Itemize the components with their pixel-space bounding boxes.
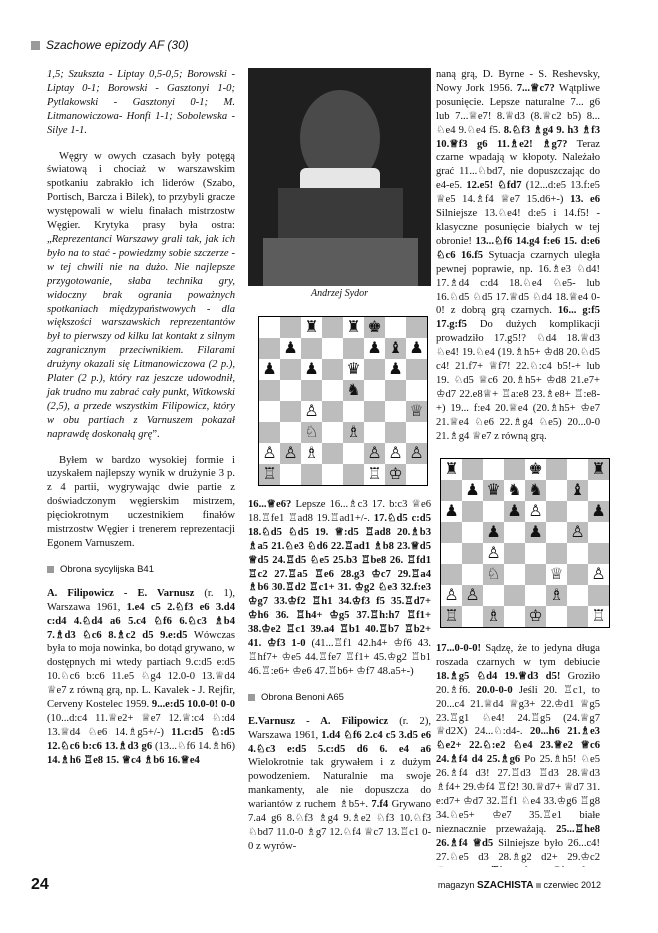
board-square: ♞ bbox=[504, 480, 525, 501]
board-square bbox=[406, 317, 427, 338]
header-square-icon bbox=[31, 41, 40, 50]
board-square: ♙ bbox=[385, 443, 406, 464]
board-square bbox=[322, 401, 343, 422]
board-square: ♙ bbox=[301, 401, 322, 422]
chess-diagram-2 bbox=[440, 458, 610, 628]
board-square bbox=[504, 522, 525, 543]
board-square: ♔ bbox=[385, 464, 406, 485]
board-square: ♙ bbox=[567, 522, 588, 543]
opening-label-2: Obrona Benoni A65 bbox=[248, 691, 431, 705]
label-square-icon bbox=[248, 694, 255, 701]
board-square bbox=[259, 317, 280, 338]
board-square bbox=[385, 401, 406, 422]
board-square bbox=[462, 522, 483, 543]
board-square bbox=[504, 459, 525, 480]
board-square: ♟ bbox=[441, 501, 462, 522]
board-square bbox=[406, 464, 427, 485]
board-square: ♖ bbox=[259, 464, 280, 485]
board-square bbox=[364, 380, 385, 401]
board-square bbox=[364, 422, 385, 443]
board-square: ♝ bbox=[567, 480, 588, 501]
board-square bbox=[280, 317, 301, 338]
board-square: ♕ bbox=[546, 564, 567, 585]
board-square bbox=[259, 401, 280, 422]
board-square: ♙ bbox=[525, 501, 546, 522]
press-paragraph: Węgry w owych czasach były potęgą światową i chociaż w warszawskim spotkaniu zabrakło ich liderów (Szabo, Portisch, Barcza i Bilek), to przybyli gracze występowali w wielu finałach mistrzostw Węgier. Krytyka prasy była ostra: „Reprezentanci Warszawy grali tak, jak ich było na to stać - powiedzmy sobie szczerze - w tej chwili nie na dużo. Nie najlepsze przygotowanie, słaba technika gry, widoczny brak ograniа poważnych spotkaniach międzypaństwowych - dla większości warszawskich reprezentantów był to pierwszy od kilku lat kontakt z silnym zagranicznym przeciwnikiem. Filarami drużyny okazali się Litmanowiczowa (2 p.), Plater (2 p.), który raz jeszcze udowodnił, jak trudno mu zabrać cały punkt, Witkowski (2,5), a przede wszystkim Filipowicz, który w obu partiach z Varnuszem pokazał naprawdę doskonałą grę”. bbox=[47, 150, 235, 440]
board-square: ♔ bbox=[525, 606, 546, 627]
board-square bbox=[343, 464, 364, 485]
board-square bbox=[280, 380, 301, 401]
board-square bbox=[343, 443, 364, 464]
board-square bbox=[504, 585, 525, 606]
board-square bbox=[525, 564, 546, 585]
column-3-top bbox=[436, 68, 600, 448]
footer-square-icon bbox=[536, 883, 541, 888]
game-2-text: E.Varnusz - A. Filipowicz (r. 2), Warszawa 1961, 1.d4 ♘f6 2.c4 c5 3.d5 e6 4.♘c3 e:d5 5.c:d5 d6 6. e4 a6 Wielokrotnie tak grywałem i z dużym powodzeniem. Naturalnie ma swoje mankamenty, ale nie dopuszcza do wariantów z ruchem ♗b5+. 7.f4 Grywano 7.a4 g6 8.♘f3 ♗g4 9.♗e2 ♘f3 10.♘f3 ♘bd7 11.0-0 ♗g7 12.♘f4 ♕c7 13.♖c1 0-0 z wyrów- bbox=[248, 715, 431, 852]
board-square bbox=[259, 422, 280, 443]
board-square bbox=[462, 459, 483, 480]
photo-image bbox=[248, 68, 431, 286]
board-square bbox=[364, 359, 385, 380]
board-square: ♟ bbox=[301, 359, 322, 380]
board-square bbox=[462, 564, 483, 585]
results-paragraph: 1,5; Szukszta - Liptay 0,5-0,5; Borowski - Liptay 0-1; Borowski - Gasztonyi 1-0; Pytlakowski - Gasztonyi 0-1; M. Litmanowiczowa- Honfi 1-1; Sobolewska - Silye 1-1. bbox=[47, 69, 235, 136]
board-square bbox=[280, 401, 301, 422]
board-square bbox=[322, 338, 343, 359]
board-square bbox=[546, 606, 567, 627]
board-square: ♛ bbox=[343, 359, 364, 380]
board-square bbox=[406, 380, 427, 401]
form-paragraph: Byłem w bardzo wysokiej formie i uzyskałem najlepszy wynik w drużynie 3 p. z 4 partii, wygrywając dwie partie z doświadczonym węgierskim mistrzem, pięciokrotnym uczestnikiem finałów mistrzostw Węgier i trenerem reprezentacji Egonem Varnuszem. bbox=[47, 454, 235, 549]
board-square bbox=[588, 480, 609, 501]
board-square bbox=[546, 543, 567, 564]
board-square bbox=[441, 480, 462, 501]
board-square bbox=[483, 459, 504, 480]
board-square bbox=[441, 543, 462, 564]
column-1 bbox=[47, 68, 235, 780]
board-square bbox=[364, 401, 385, 422]
board-square: ♟ bbox=[280, 338, 301, 359]
board-square: ♖ bbox=[441, 606, 462, 627]
board-square: ♗ bbox=[546, 585, 567, 606]
board-square bbox=[483, 585, 504, 606]
photo-caption: Andrzej Sydor bbox=[311, 288, 368, 299]
board-square bbox=[588, 543, 609, 564]
board-square bbox=[567, 564, 588, 585]
board-square: ♙ bbox=[441, 585, 462, 606]
board-square bbox=[406, 359, 427, 380]
board-square: ♜ bbox=[343, 317, 364, 338]
running-header bbox=[31, 36, 601, 54]
board-square: ♜ bbox=[301, 317, 322, 338]
chess-diagram-1 bbox=[258, 316, 428, 486]
board-square: ♕ bbox=[406, 401, 427, 422]
board-square bbox=[322, 359, 343, 380]
board-square: ♗ bbox=[301, 443, 322, 464]
board-square: ♘ bbox=[301, 422, 322, 443]
board-square bbox=[462, 501, 483, 522]
board-square bbox=[441, 564, 462, 585]
board-square bbox=[525, 543, 546, 564]
board-square bbox=[546, 501, 567, 522]
board-square bbox=[280, 359, 301, 380]
board-square: ♟ bbox=[259, 359, 280, 380]
game-1-text: A. Filipowicz - E. Varnusz (r. 1), Warszawa 1961, 1.e4 c5 2.♘f3 e6 3.d4 c:d4 4.♘d4 a6 5.c4 ♘f6 6.♘c3 ♗b4 7.♗d3 ♘c6 8.♗c2 d5 9.e:d5 Wówczas była to moja nowinka, bo dotąd grywano, w dostępnych mi wtedy partiach 9.c:d5 e:d5 10.♘c6 b:c6 11.e5 ♘g4 12.0-0 13.♕d4 ♕e7 z równą grą, np. L. Kavalek - J. Rejfir, Cerveny Kostelec 1959. 9...e:d5 10.0-0! 0-0 (10...d:c4 11.♕e2+ ♕e7 12.♕:c4 ♘:d4 13.♕d4 ♘e6 14.♗g5+/-) 11.c:d5 ♘:d5 12.♘c6 b:c6 13.♗d3 g6 (13...♘f6 14.♗h6) 14.♗h6 ♖e8 15. ♕c4 ♗b6 16.♕e4 bbox=[47, 587, 236, 766]
press-quote: Reprezentanci Warszawy grali tak, jak ich było na to stać - powiedzmy sobie szczerze - w tej chwili nie na dużo. Nie najlepsze przygotowanie, słaba technika gry, widoczny brak ograniа poważnych spotkaniach międzypaństwowych - dla większości warszawskich reprezentantów był to pierwszy od kilku lat kontakt z silnym zagranicznym przeciwnikiem. Filarami drużyny okazali się Litmanowiczowa (2 p.), Plater (2 p.), który raz jeszcze udowodnił, jak trudno mu zabrać cały punkt, Witkowski (2,5), a przede wszystkim Filipowicz, który w obu partiach z Varnuszem pokazał naprawdę doskonałą grę bbox=[47, 233, 235, 440]
page-footer bbox=[31, 876, 601, 894]
board-square bbox=[546, 522, 567, 543]
board-square bbox=[567, 585, 588, 606]
board-square bbox=[504, 543, 525, 564]
board-square bbox=[546, 480, 567, 501]
board-square: ♗ bbox=[483, 606, 504, 627]
board-square bbox=[441, 522, 462, 543]
board-square: ♟ bbox=[406, 338, 427, 359]
board-square bbox=[301, 380, 322, 401]
page-number: 24 bbox=[31, 876, 49, 893]
header-title: Szachowe epizody AF (30) bbox=[46, 38, 189, 52]
board-square: ♝ bbox=[385, 338, 406, 359]
board-square: ♜ bbox=[441, 459, 462, 480]
board-square: ♙ bbox=[259, 443, 280, 464]
board-square: ♙ bbox=[406, 443, 427, 464]
board-square: ♘ bbox=[483, 564, 504, 585]
board-square: ♗ bbox=[343, 422, 364, 443]
game-2-finale: 17...0-0-0! Sądzę, że to jedyna długa roszada czarnych w tym debiucie 18.♗g5 ♘d4 19.♕d3 d5! Groziło 20.♗f6. 20.0-0-0 Jeśli 20. ♖c1, to 20...c4 21.♕d4 ♕g3+ 22.♔d1 ♕g5 23.♖g1 ♘e4! 24.♖g5 (24.♕g7 ♕d2X) 24...♘:d4-. 20...h6 21.♗e3 ♘e2+ 22.♘:e2 ♘e4 23.♕e2 ♕c6 24.♗f4 d4 25.♗g6 Po 25.♗h5! ♘e5 26.♗f4 d3! 27.♖d3 ♖d3 28.♕d3 ♗f4+ 29.♔f4 ♖f2! 30.♕d7+ ♕d7 31. e:d7+ ♔d7 32.♖f1 ♘e4 33.♔g6 ♖g8 34.♘e5+ ♔e7 35.♖e1 białe nieznacznie przeważają. 25...♖he8 26.♗f4 ♕d5 Silniejsze było 26...c4! 27.♘e5 d3 28.♗g2 d2+ 29.♔c2 bbox=[436, 643, 600, 863]
board-square: ♙ bbox=[364, 443, 385, 464]
column-2 bbox=[248, 498, 431, 866]
opening-label-1: Obrona sycylijska B41 bbox=[47, 563, 235, 577]
board-square: ♛ bbox=[483, 480, 504, 501]
board-square bbox=[385, 422, 406, 443]
board-square: ♞ bbox=[343, 380, 364, 401]
board-square bbox=[322, 422, 343, 443]
board-square: ♞ bbox=[525, 480, 546, 501]
board-square bbox=[259, 380, 280, 401]
board-square bbox=[462, 543, 483, 564]
board-square bbox=[280, 422, 301, 443]
board-square: ♚ bbox=[364, 317, 385, 338]
board-square: ♜ bbox=[588, 459, 609, 480]
board-square bbox=[322, 317, 343, 338]
board-square: ♟ bbox=[385, 359, 406, 380]
board-square bbox=[525, 585, 546, 606]
board-square bbox=[406, 422, 427, 443]
board-square bbox=[280, 464, 301, 485]
board-square: ♚ bbox=[525, 459, 546, 480]
board-square bbox=[567, 606, 588, 627]
column-3-bottom bbox=[436, 642, 600, 867]
board-square: ♙ bbox=[280, 443, 301, 464]
board-square: ♙ bbox=[462, 585, 483, 606]
board-square bbox=[462, 606, 483, 627]
board-square bbox=[259, 338, 280, 359]
game-1-continuation: 16...♕e6? Lepsze 16...♗c3 17. b:c3 ♕e6 18.♖fe1 ♖ad8 19.♖ad1+/-. 17.♘d5 c:d5 18.♘d5 ♘d5 19. ♕:d5 ♖ad8 20.♗b3 ♗a5 21.♘e3 ♘d6 22.♖ad1 ♗b8 23.♕d5 ♕d5 24.♖d5 ♘e5 25.b3 ♖be8 26. ♖fd1 ♖c2 27.♖a5 ♖e6 28.g3 ♔c7 29.♖a4 ♗b6 30.♖d2 ♖c1+ 31. ♔g2 ♘e3 32.f:e3 ♔g7 33.♔f2 ♖h1 34.♔f3 f5 35.♖d7+ ♔h6 36. ♖h4+ ♔g5 37.♖h:h7 ♖f1+ 38.♔e2 ♖c1 39.a4 ♖b1 40.♖b7 ♖b2+ 41. ♔f3 1-0 (41...♖f1 42.h4+ ♔f6 43. ♖hf7+ ♔e5 44.♖fe7 ♖f1+ 45.♔g2 ♖b1 46.♖:e6+ ♔e6 47.♖b6+ ♔f7 48.a5+-) bbox=[248, 499, 432, 677]
player-photo bbox=[248, 68, 431, 286]
board-square bbox=[385, 380, 406, 401]
board-square bbox=[546, 459, 567, 480]
game-2-notes: naną grą, D. Byrne - S. Reshevsky, Nowy Jork 1956. 7...♕c7? Wątpliwe posunięcie. Lepsze naturalne 7... g6 lub 7...♕e7! 8.♕d3 (8.♕c2 b5) 8... ♘e4 9.♘e4 f5. 8.♘f3 ♗g4 9. h3 ♗f3 10.♕f3 g6 11.♗e2! ♗g7? Teraz czarne wpadają w kłopoty. Należało grać 11...♘bd7, nie dopuszczając do e4-e5. 12.e5! ♘fd7 (12...d:e5 13.f:e5 ♕e5 14.♗f4 ♕e7 15.d6+-) 13. e6 Silniejsze 13.♘e4! d:e5 i 14.f5! - klasyczne posunięcie białych w tej obronie! 13...♘f6 14.g4 f:e6 15. d:e6 ♘c6 16.f5 Sytuacja czarnych uległa pewnej poprawie, np. 16.♗e3 ♘d4! 17.♗d4 c:d4 18.♘e4 ♘e5- lub 16.♘d5 ♘d5 17.♕d5 ♘d4 18.♕e4 0-0! z dobrą grą czarnych. 16... g:f5 17.g:f5 Do dużych komplikacji prowadziło 17.g5!? ♘d4 18.♕d3 ♘e4! 19.♘e4 (19.♗h5+ ♔d8 20.♘d5 c4! 21.f7+ ♕f7! 22.♘:c4 b5!-+ lub 19. ♘d5 ♕c6 20.♗h5+ ♔d8 21.e7+ ♔d7 22.e8♕+ ♖a:e8 23.♗e8+ ♖:e8-+) 19... f:e4 20.♕e4 (20.♗h5+ ♔e7 21.♕e4 ♘e6 22.♗g4 ♘e5) 20...0-0 21.♗g4 ♕e7 z równą grą. bbox=[436, 69, 600, 442]
board-square bbox=[567, 459, 588, 480]
board-square bbox=[588, 585, 609, 606]
board-square: ♟ bbox=[462, 480, 483, 501]
board-square bbox=[504, 606, 525, 627]
board-square bbox=[483, 501, 504, 522]
board-square: ♖ bbox=[364, 464, 385, 485]
board-square bbox=[343, 401, 364, 422]
board-square bbox=[322, 380, 343, 401]
label-square-icon bbox=[47, 566, 54, 573]
board-square: ♟ bbox=[483, 522, 504, 543]
board-square bbox=[343, 338, 364, 359]
board-square bbox=[504, 564, 525, 585]
board-square bbox=[301, 338, 322, 359]
board-square bbox=[567, 543, 588, 564]
board-square bbox=[322, 443, 343, 464]
board-square bbox=[322, 464, 343, 485]
board-square bbox=[567, 501, 588, 522]
board-square: ♟ bbox=[504, 501, 525, 522]
board-square: ♟ bbox=[588, 501, 609, 522]
board-square: ♟ bbox=[525, 522, 546, 543]
board-square bbox=[385, 317, 406, 338]
board-square: ♙ bbox=[588, 564, 609, 585]
board-square bbox=[301, 464, 322, 485]
board-square bbox=[588, 522, 609, 543]
board-square: ♙ bbox=[483, 543, 504, 564]
magazine-credit: magazyn SZACHISTA czerwiec 2012 bbox=[437, 879, 601, 891]
board-square: ♟ bbox=[364, 338, 385, 359]
board-square: ♖ bbox=[588, 606, 609, 627]
